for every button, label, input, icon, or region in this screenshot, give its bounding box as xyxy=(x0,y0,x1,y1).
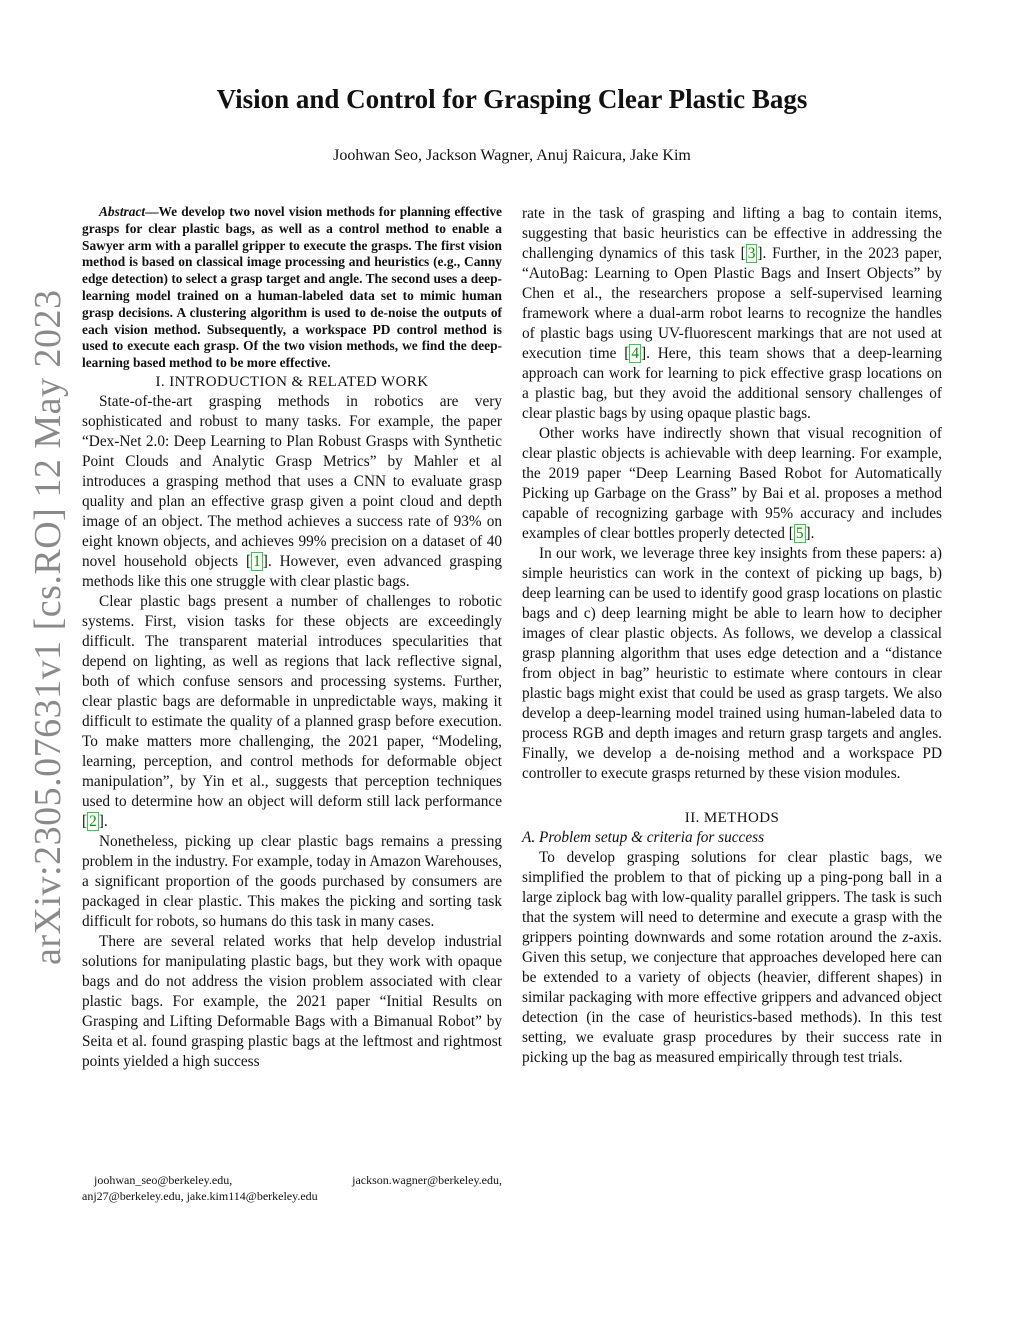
intro-p2-text-a: Clear plastic bags present a number of challenges to robotic systems. First, vision tasks for these objects are exceedingly difficult. The transparent material introduces specularities that depend on lighting, as well as regions that lack reflective signal, both of which confuse sensors and processing systems. Further, clear plastic bags are deformable in unpredictable ways, making it difficult to estimate the quality of a planned grasp before execution. To make matters more challenging, the 2021 paper, “Modeling, learning, perception, and control methods for deformable object manipulation”, by Yin et al., suggests that perception techniques used to determine how an object will deform still lack performance xyxy=(82,592,502,810)
intro-paragraph-2: Clear plastic bags present a number of challenges to robotic systems. First, vision tasks for these objects are exceedingly difficult. The transparent material introduces specularities that depend on lighting, as well as regions that lack reflective signal, both of which confuse sensors and processing systems. Further, clear plastic bags are deformable in unpredictable ways, making it difficult to estimate the quality of a planned grasp before execution. To make matters more challenging, the 2021 paper, “Modeling, learning, perception, and control methods for deformable object manipulation”, by Yin et al., suggests that perception techniques used to determine how an object will deform still lack performance [ 2 ]. xyxy=(82,592,502,830)
methods-p1-text-b: -axis. Given this setup, we conjecture that approaches developed here can be extended to a variety of objects (heavier, different shapes) in similar packaging with more effective grippers and advanced object detection (in the case of heuristics-based methods). In this test setting, we evaluate grasp procedures by their success rate in picking up the bag as measured empirically through test trials. xyxy=(522,929,942,1066)
intro-p2-text-b: . xyxy=(103,812,108,830)
footnote xyxy=(82,1172,502,1204)
citation-link-2[interactable]: 2 xyxy=(89,812,97,830)
footnote-email-1[interactable]: joohwan_seo@berkeley.edu, xyxy=(94,1173,233,1187)
related-paragraph-2: Other works have indirectly shown that visual recognition of clear plastic objects is achievable with deep learning. For example, the 2019 paper “Deep Learning Based Robot for Automatically Picking up Garbage on the Grass” by Bai et al. proposes a method capable of recognizing garbage with 95% accuracy and includes examples of clear bottles properly detected [ 5 ]. xyxy=(522,425,942,542)
intro-paragraph-1: State-of-the-art grasping methods in robotics are very sophisticated and robust to many tasks. For example, the paper “Dex-Net 2.0: Deep Learning to Plan Robust Grasps with Synthetic Point Clouds and Analytic Grasp Metrics” by Mahler et al introduces a grasping method that uses a CNN to evaluate grasp quality and plan an effective grasp given a point cloud and depth image of an object. The method achieves a success rate of 93% on eight known objects, and achieves 99% precision on a dataset of 40 novel household objects [ 1 ]. However, even advanced grasping methods like this one struggle with clear plastic bags. xyxy=(82,392,502,590)
intro-paragraph-3: Nonetheless, picking up clear plastic bags remains a pressing problem in the industry. For example, today in Amazon Warehouses, a significant proportion of the goods purchased by consumers are packaged in clear plastic. This makes the picking and sorting task difficult for robots, so humans do this task in many cases. xyxy=(82,832,502,930)
related-p1-text-c: . Here, this team shows that a deep-learning approach can work for learning to pick effective grasp locations on a plastic bag, but they avoid the additional sensory challenges of clear plastic bags by using opaque plastic bags. xyxy=(522,345,942,422)
footnote-line-1 xyxy=(82,1172,502,1188)
arxiv-side-stamp: arXiv:2305.07631v1 [cs.RO] 12 May 2023 xyxy=(27,289,69,965)
intro-p1-text-b: . However, even advanced grasping methods like this one struggle with clear plastic bags. xyxy=(82,552,502,590)
section-heading-methods: II. METHODS xyxy=(684,810,780,826)
citation-link-1[interactable]: 1 xyxy=(253,552,261,570)
abstract-label: Abstract xyxy=(99,204,146,219)
citation-link-3[interactable]: 3 xyxy=(747,245,756,262)
paper-authors: Joohwan Seo, Jackson Wagner, Anuj Raicura, Jake Kim xyxy=(333,147,691,164)
related-paragraph-3: In our work, we leverage three key insights from these papers: a) simple heuristics can work in the context of picking up bags, b) deep learning can be used to identify good grasp locations on plastic bags and c) deep learning might be able to learn how to decipher images of clear plastic objects. As follows, we develop a classical grasp planning algorithm that uses edge detection and a “distance from object in bag” heuristic to estimate where contours in clear plastic bags might exist that could be used as grasp targets. We also develop a deep-learning model trained using human-labeled data to process RGB and depth images and return grasp targets and angles. Finally, we develop a de-noising method and a workspace PD controller to execute grasps returned by these vision modules. xyxy=(522,545,942,782)
section-gap xyxy=(522,784,942,808)
right-column xyxy=(522,204,942,1068)
related-p1-text-b: . Further, in the 2023 paper, “AutoBag: Learning to Open Plastic Bags and Insert Objects” by Chen et al., the researchers propose a self-supervised learning framework where a dual-arm robot learns to recognize the handles of plastic bags using UV-fluorescent markings that are not used at execution time xyxy=(522,245,942,362)
section-heading-intro: I. INTRODUCTION & RELATED WORK xyxy=(155,373,429,390)
methods-p1-text-a: To develop grasping solutions for clear plastic bags, we simplified the problem to that of picking up a ping-pong ball in a large ziplock bag with low-quality parallel grippers. The task is such that the system will need to determine and execute a grasp with the grippers pointing downwards and some rotation around the xyxy=(522,849,942,946)
abstract-text: —We develop two novel vision methods for planning effective grasps for clear plastic bags, as well as a control method to enable a Sawyer arm with a parallel gripper to execute the grasps. The first vision method is based on classical image processing and heuristics (e.g., Canny edge detection) to select a grasp target and angle. The second uses a deep-learning model trained on a human-labeled data set to mimic human grasp decisions. A clustering algorithm is used to de-noise the outputs of each vision method. Subsequently, a workspace PD control method is used to execute each grasp. Of the two vision methods, we find the deep-learning based method to be more effective. xyxy=(82,204,502,371)
intro-paragraph-4: There are several related works that help develop industrial solutions for manipulating plastic bags, but they work with opaque bags and do not address the vision problem associated with clear plastic bags. For example, the 2021 paper “Initial Results on Grasping and Lifting Deformable Bags with a Bimanual Robot” by Seita et al. found grasping plastic bags at the leftmost and rightmost points yielded a high success xyxy=(82,932,502,1070)
related-p2-text-a: Other works have indirectly shown that visual recognition of clear plastic objects is achievable with deep learning. For example, the 2019 paper “Deep Learning Based Robot for Automatically Picking up Garbage on the Grass” by Bai et al. proposes a method capable of recognizing garbage with 95% accuracy and includes examples of clear bottles properly detected xyxy=(522,425,942,542)
footnote-email-2[interactable]: jackson.wagner@berkeley.edu, xyxy=(352,1173,502,1187)
citation-link-5[interactable]: 5 xyxy=(795,525,804,542)
related-p2-text-b: . xyxy=(810,525,815,542)
abstract xyxy=(82,204,502,372)
intro-p1-text-a: State-of-the-art grasping methods in robotics are very sophisticated and robust to many tasks. For example, the paper “Dex-Net 2.0: Deep Learning to Plan Robust Grasps with Synthetic Point Clouds and Analytic Grasp Metrics” by Mahler et al introduces a grasping method that uses a CNN to evaluate grasp quality and plan an effective grasp given a point cloud and depth image of an object. The method achieves a success rate of 93% on eight known objects, and achieves 99% precision on a dataset of 40 novel household objects xyxy=(82,392,502,570)
related-p1-text-a: rate in the task of grasping and lifting a bag to contain items, suggesting that basic heuristics can be effective in addressing the challenging dynamics of this task xyxy=(522,205,942,262)
methods-paragraph-1 xyxy=(522,848,942,1068)
subsection-heading-problem-setup: A. Problem setup & criteria for success xyxy=(522,829,765,846)
left-column xyxy=(82,204,502,1072)
footnote-line-2[interactable]: anj27@berkeley.edu, jake.kim114@berkeley.edu xyxy=(82,1189,318,1203)
z-axis-variable: z xyxy=(902,929,909,946)
citation-link-4[interactable]: 4 xyxy=(631,345,640,362)
related-paragraph-1: rate in the task of grasping and lifting a bag to contain items, suggesting that basic heuristics can be effective in addressing the challenging dynamics of this task [ 3 ]. Further, in the 2023 paper, “AutoBag: Learning to Open Plastic Bags and Insert Objects” by Chen et al., the researchers propose a self-supervised learning framework where a dual-arm robot learns to recognize the handles of plastic bags using UV-fluorescent markings that are not used at execution time [ 4 ]. Here, this team shows that a deep-learning approach can work for learning to pick effective grasp locations on a plastic bag, but they avoid the additional sensory challenges of clear plastic bags by using opaque plastic bags. xyxy=(522,205,942,422)
paper-title: Vision and Control for Grasping Clear Plastic Bags xyxy=(216,84,808,114)
